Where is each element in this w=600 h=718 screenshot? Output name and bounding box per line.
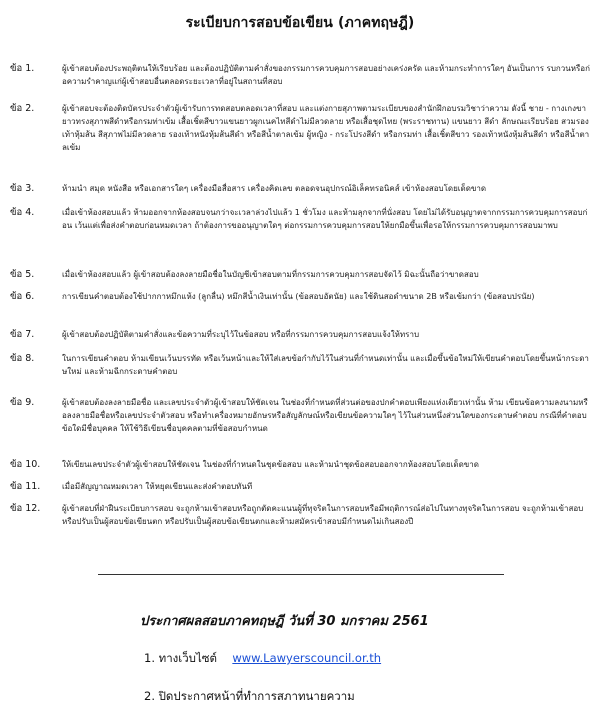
rule-number: ข้อ 5. [10, 269, 35, 280]
rule-number: ข้อ 4. [10, 207, 35, 218]
rule-number: ข้อ 1. [10, 63, 35, 74]
rule-text: ผู้เข้าสอบจะต้องติดบัตรประจำตัวผู้เข้ารับการทดสอบตลอดเวลาที่สอบ และแต่งกายสุภาพตามระเบียบของสำนักฝึกอบรมวิชาว่าความ ดังนี้ ชาย - กางเกงขายาวทรงสุภาพสีดำหรือกรมท่าเข้ม เสื้อเชิ้ตสีขาวแขนยาวผูกเนคไทสีดำไม่มีลวดลาย หรือเสื้อชุดไทย (พระราชทาน) แขนยาว สีดำ ลักษณะเรียบร้อย สวมรองเท้าหุ้มส้น สีสุภาพไม่มีลวดลาย รองเท้าหนังหุ้มส้นสีดำ หรือสีน้ำตาลเข้ม ผู้หญิง - กระโปรงสีดำ หรือกรมท่า เสื้อเชิ้ตสีขาว รองเท้าหนังหุ้มส้นสีดำ หรือสีน้ำตาลเข้ม [62, 104, 590, 152]
rule-number: ข้อ 12. [10, 503, 41, 514]
rule-text: เมื่อมีสัญญาณหมดเวลา ให้หยุดเขียนและส่งคำตอบทันที [62, 482, 253, 491]
rule-text: ผู้เข้าสอบต้องประพฤติตนให้เรียบร้อย และต้องปฏิบัติตามคำสั่งของกรรมการควบคุมการสอบอย่างเคร่งครัด และห้ามกระทำการใดๆ อันเป็นการ รบกวนหรือก่อความรำคาญแก่ผู้เข้าสอบอื่นตลอดระยะเวลาที่อยู่ในสถานที่สอบ [62, 64, 590, 86]
website-link[interactable]: www.Lawyerscouncil.or.th [232, 651, 382, 665]
rule-number: ข้อ 10. [10, 459, 41, 470]
rule-text: ห้ามนำ สมุด หนังสือ หรือเอกสารใดๆ เครื่องมือสื่อสาร เครื่องคิดเลข ตลอดจนอุปกรณ์อิเล็คทรอนิคส์ เข้าห้องสอบโดยเด็ดขาด [62, 184, 487, 193]
channel-website [144, 650, 381, 668]
rule-number: ข้อ 2. [10, 103, 35, 114]
rule-number: ข้อ 6. [10, 291, 35, 302]
announcement-heading: ประกาศผลสอบภาคทฤษฎี วันที่ 30 มกราคม 2561 [140, 614, 429, 629]
rule-text: ในการเขียนคำตอบ ห้ามเขียนเว้นบรรทัด หรือเว้นหน้าและให้ใส่เลขข้อกำกับไว้ในส่วนที่กำหนดเท่านั้น และเมื่อขึ้นข้อใหม่ให้เขียนคำตอบโดยขึ้นหน้ากระดาษใหม่ และห้ามฉีกกระดาษคำตอบ [62, 354, 589, 376]
rule-text: เมื่อเข้าห้องสอบแล้ว ห้ามออกจากห้องสอบจนกว่าจะเวลาล่วงไปแล้ว 1 ชั่วโมง และห้ามลุกจากที่นั่งสอบ โดยไม่ได้รับอนุญาตจากกรรมการควบคุมการสอบก่อน เว้นแต่เพื่อส่งคำตอบก่อนหมดเวลา ถ้าต้องการขออนุญาตใดๆ ต่อกรรมการควบคุมการสอบให้ยกมือขึ้นเพื่อรอให้กรรมการควบคุมการสอบมาพบ [62, 208, 588, 230]
rule-text: เมื่อเข้าห้องสอบแล้ว ผู้เข้าสอบต้องลงลายมือชื่อในบัญชีเข้าสอบตามที่กรรมการควบคุมการสอบจัดไว้ มิฉะนั้นถือว่าขาดสอบ [62, 270, 479, 279]
rule-text: ผู้เข้าสอบต้องปฏิบัติตามคำสั่งและข้อความที่ระบุไว้ในข้อสอบ หรือที่กรรมการควบคุมการสอบแจ้งให้ทราบ [62, 330, 420, 339]
document-title: ระเบียบการสอบข้อเขียน (ภาคทฤษฎี) [185, 15, 415, 31]
rule-number: ข้อ 7. [10, 329, 35, 340]
rule-number: ข้อ 11. [10, 481, 41, 492]
channel-notice-board [144, 688, 355, 706]
rule-text: ให้เขียนเลขประจำตัวผู้เข้าสอบให้ชัดเจน ในช่องที่กำหนดในชุดข้อสอบ และห้ามนำชุดข้อสอบออกจากห้องสอบโดยเด็ดขาด [62, 460, 479, 469]
rule-text: ผู้เข้าสอบต้องลงลายมือชื่อ และเลขประจำตัวผู้เข้าสอบให้ชัดเจน ในช่องที่กำหนดที่ส่วนต่อของปกคำตอบเพียงแห่งเดียวเท่านั้น ห้าม เขียนข้อความลงนามหรือลงลายมือชื่อหรือเลขประจำตัวสอบ หรือทำเครื่องหมายอักษรหรือสัญลักษณ์หรือเขียนข้อความใดๆ ไว้ในส่วนหนึ่งส่วนใดของกระดาษคำตอบ กรณีที่คำตอบข้อใดมีชื่อบุคคล ให้ใช้วิธีเขียนชื่อบุคคลตามที่ข้อสอบกำหนด [62, 398, 588, 433]
rule-text: ผู้เข้าสอบที่ฝ่าฝืนระเบียบการสอบ จะถูกห้ามเข้าสอบหรือถูกตัดคะแนนผู้ที่ทุจริตในการสอบหรือมีพฤติการณ์ส่อไปในทางทุจริตในการสอบ จะถูกห้ามเข้าสอบ หรือปรับเป็นผู้สอบข้อเขียนตก หรือปรับเป็นผู้สอบข้อเขียนตกและห้ามสมัครเข้าสอบมีกำหนดไม่เกินสองปี [62, 504, 584, 526]
rule-number: ข้อ 3. [10, 183, 35, 194]
rule-number: ข้อ 9. [10, 397, 35, 408]
rule-number: ข้อ 8. [10, 353, 35, 364]
section-divider [98, 574, 504, 575]
channel-label: 1. ทางเว็บไซต์ [144, 651, 218, 665]
rule-text: การเขียนคำตอบต้องใช้ปากกาหมึกแห้ง (ลูกลื่น) หมึกสีน้ำเงินเท่านั้น (ข้อสอบอัตนัย) และใช้ดินสอดำขนาด 2B หรือเข้มกว่า (ข้อสอบปรนัย) [62, 292, 535, 301]
channel-label: 2. ปิดประกาศหน้าที่ทำการสภาทนายความ [144, 689, 355, 703]
